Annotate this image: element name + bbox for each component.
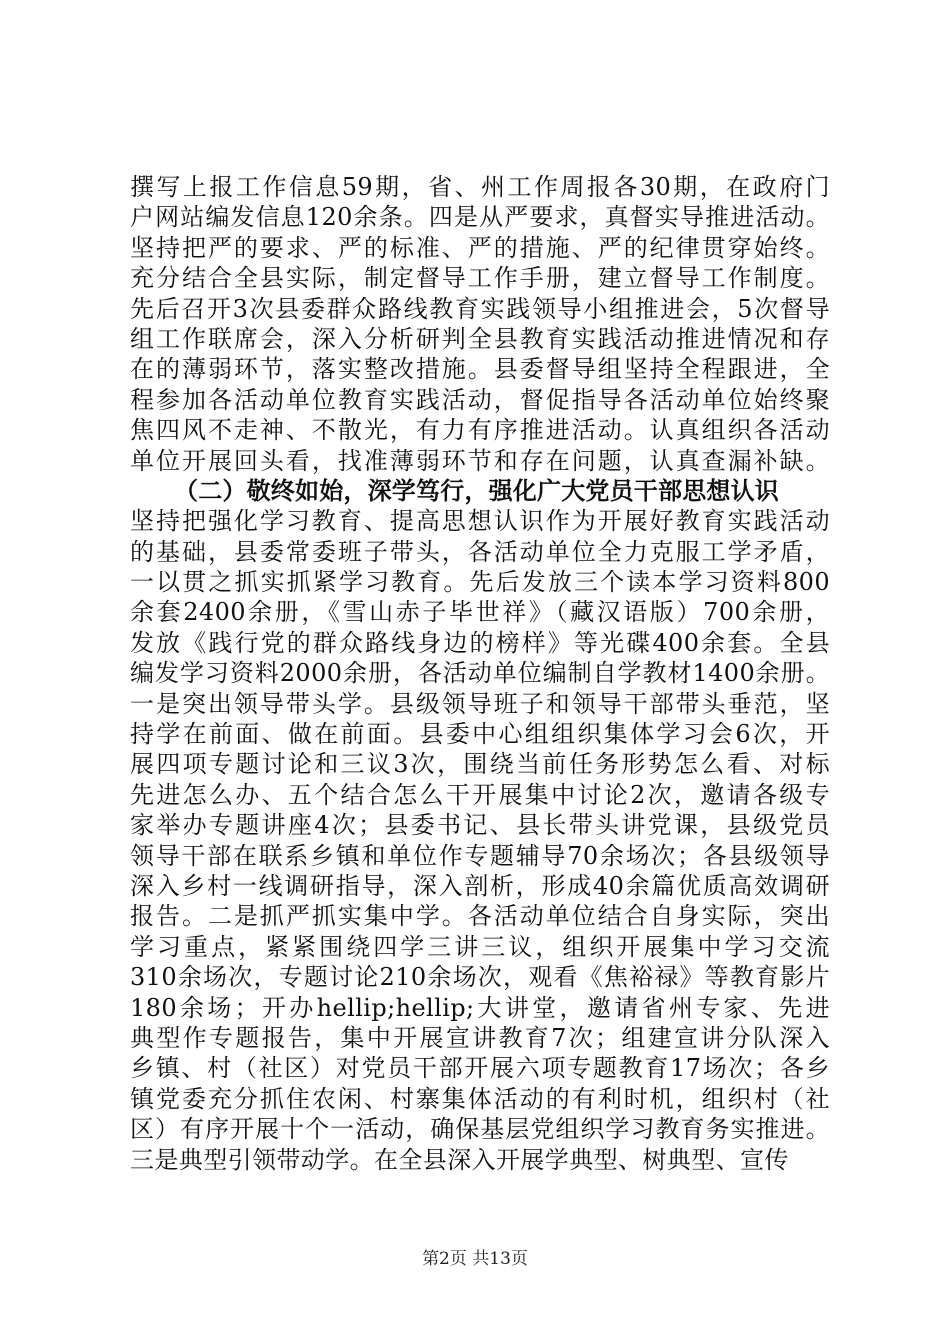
text-line: 先后召开3次县委群众路线教育实践领导小组推进会，5次督导: [130, 294, 830, 323]
text-line: 一以贯之抓实抓紧学习教育。先后发放三个读本学习资料800: [130, 568, 830, 597]
text-line: 先进怎么办、五个结合怎么干开展集中讨论2次，邀请各级专: [130, 780, 830, 809]
text-line: 三是典型引领带动学。在全县深入开展学典型、树典型、宣传: [130, 1145, 789, 1174]
text-line: 在的薄弱环节，落实整改措施。县委督导组坚持全程跟进，全: [130, 355, 830, 384]
text-line: 乡镇、村（社区）对党员干部开展六项专题教育17场次；各乡: [130, 1054, 830, 1083]
text-line: 180余场；开办hellip;hellip;大讲堂，邀请省州专家、先进: [130, 993, 830, 1022]
page-number-footer: 第2页 共13页: [422, 1249, 528, 1269]
text-line: 焦四风不走神、不散光，有力有序推进活动。认真组织各活动: [130, 416, 830, 445]
text-line: 310余场次，专题讨论210余场次，观看《焦裕禄》等教育影片: [130, 963, 830, 992]
section-heading: （二）敬终如始，深学笃行，强化广大党员干部思想认识: [174, 475, 779, 505]
text-line: 家举办专题讲座4次；县委书记、县长带头讲党课，县级党员: [130, 811, 830, 840]
text-line: 区）有序开展十个一活动，确保基层党组织学习教育务实推进。: [130, 1115, 830, 1144]
text-line: 单位开展回头看，找准薄弱环节和存在问题，认真查漏补缺。: [130, 446, 830, 475]
body-text: [130, 172, 830, 1175]
text-line: 一是突出领导带头学。县级领导班子和领导干部带头垂范，坚: [130, 689, 830, 718]
text-line: 典型作专题报告，集中开展宣讲教育7次；组建宣讲分队深入: [130, 1023, 830, 1052]
text-line: 程参加各活动单位教育实践活动，督促指导各活动单位始终聚: [130, 385, 830, 414]
text-line: 的基础，县委常委班子带头，各活动单位全力克服工学矛盾，: [130, 537, 830, 566]
text-line: 展四项专题讨论和三议3次，围绕当前任务形势怎么看、对标: [130, 750, 830, 779]
text-line: 编发学习资料2000余册，各活动单位编制自学教材1400余册。: [130, 659, 830, 688]
text-line: 报告。二是抓严抓实集中学。各活动单位结合自身实际，突出: [130, 902, 830, 931]
text-line: 学习重点，紧紧围绕四学三讲三议，组织开展集中学习交流: [130, 932, 830, 961]
text-line: 充分结合全县实际，制定督导工作手册，建立督导工作制度。: [130, 264, 830, 293]
text-line: 余套2400余册，《雪山赤子毕世祥》（藏汉语版）700余册，: [130, 598, 830, 627]
text-line: 发放《践行党的群众路线身边的榜样》等光碟400余套。全县: [130, 628, 830, 657]
text-line: 组工作联席会，深入分析研判全县教育实践活动推进情况和存: [130, 324, 830, 353]
text-line: 深入乡村一线调研指导，深入剖析，形成40余篇优质高效调研: [130, 871, 830, 900]
text-line: 镇党委充分抓住农闲、村寨集体活动的有利时机，组织村（社: [130, 1084, 830, 1113]
text-line: 持学在前面、做在前面。县委中心组组织集体学习会6次，开: [130, 720, 830, 749]
text-line: 坚持把严的要求、严的标准、严的措施、严的纪律贯穿始终。: [130, 233, 830, 262]
text-line: 坚持把强化学习教育、提高思想认识作为开展好教育实践活动: [130, 507, 830, 536]
text-line: 户网站编发信息120余条。四是从严要求，真督实导推进活动。: [130, 203, 830, 232]
text-line: 领导干部在联系乡镇和单位作专题辅导70余场次；各县级领导: [130, 841, 830, 870]
text-line: 撰写上报工作信息59期，省、州工作周报各30期，在政府门: [130, 173, 830, 201]
